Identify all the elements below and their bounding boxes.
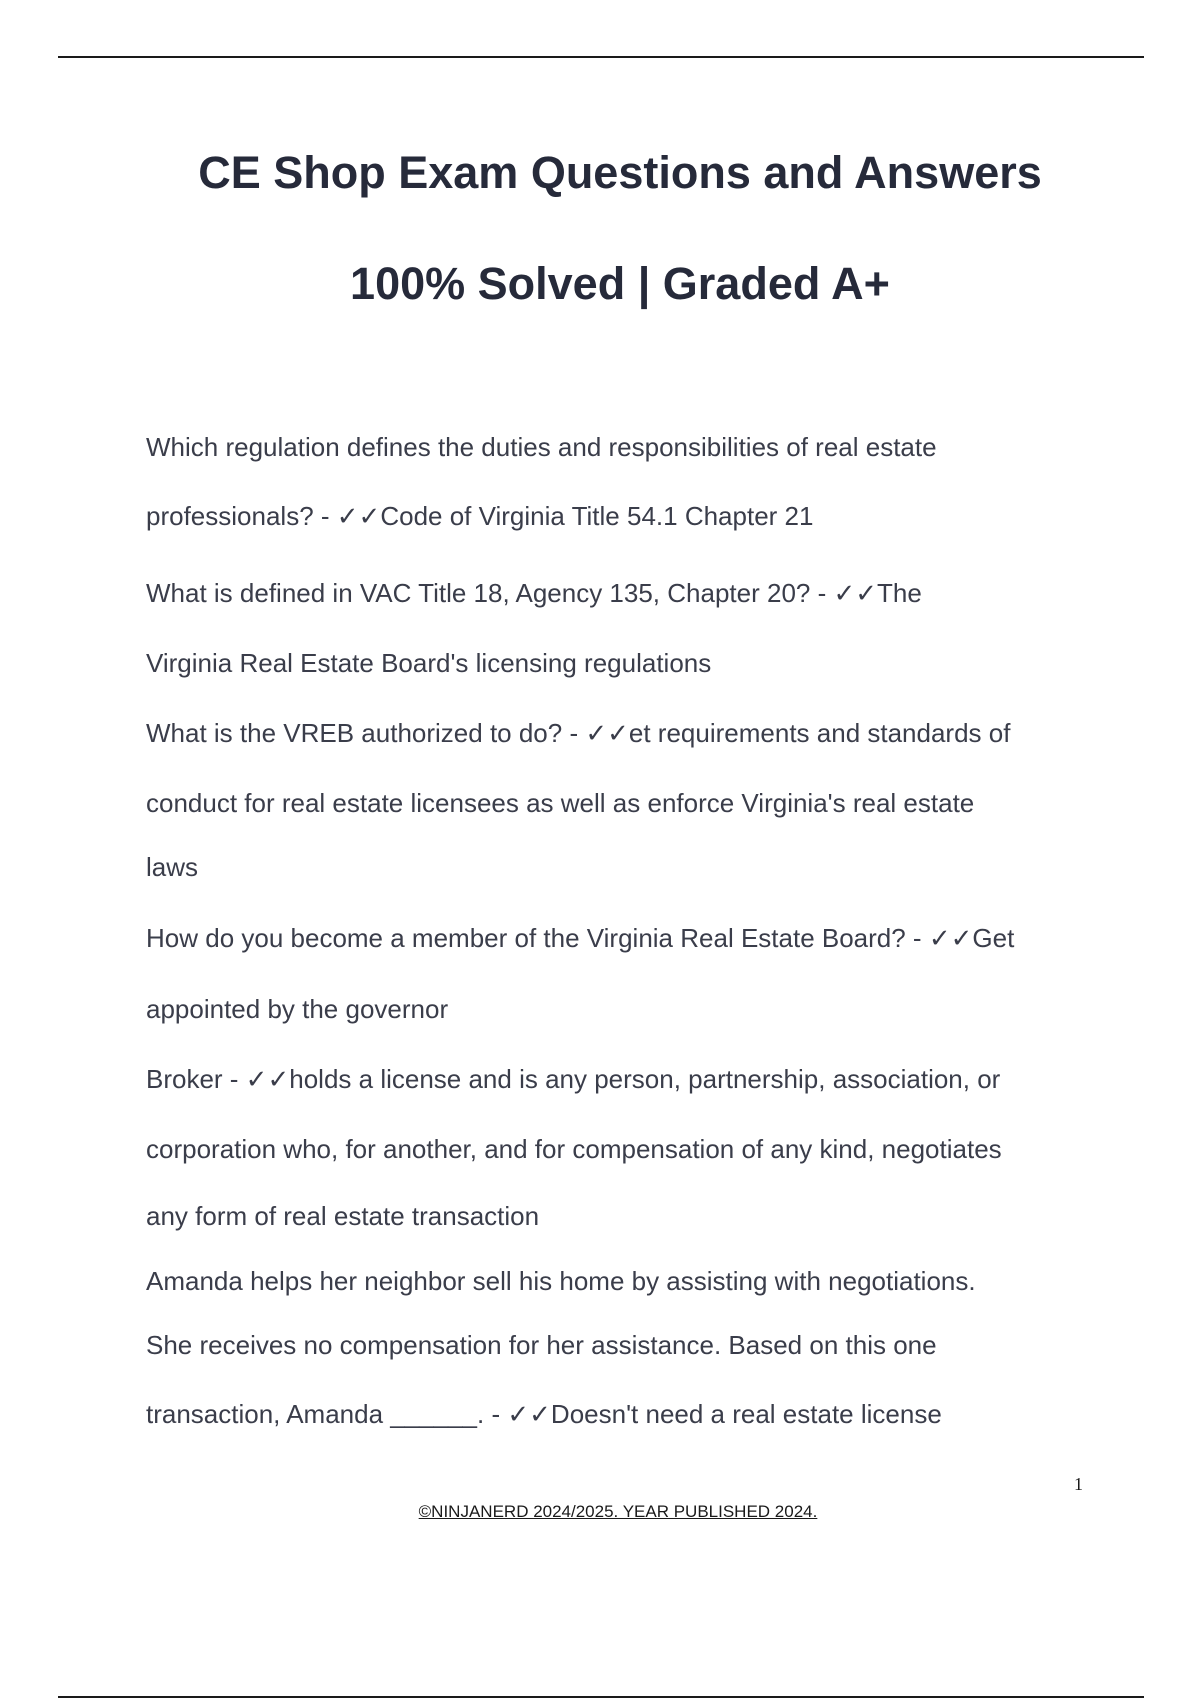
- qa-line: Virginia Real Estate Board's licensing regulations: [146, 648, 712, 678]
- document-title-line-1: CE Shop Exam Questions and Answers: [198, 147, 1042, 198]
- bottom-rule: [58, 1696, 1144, 1698]
- qa-line: She receives no compensation for her assistance. Based on this one: [146, 1330, 937, 1360]
- qa-line: transaction, Amanda ______. - ✓✓Doesn't need a real estate license: [146, 1399, 942, 1429]
- qa-line: professionals? - ✓✓Code of Virginia Title 54.1 Chapter 21: [146, 501, 814, 531]
- qa-line: Broker - ✓✓holds a license and is any person, partnership, association, or: [146, 1064, 1001, 1094]
- copyright-footer: ©NINJANERD 2024/2025. YEAR PUBLISHED 2024.: [418, 1502, 818, 1521]
- qa-line: conduct for real estate licensees as well as enforce Virginia's real estate: [146, 788, 975, 818]
- document-title-line-2: 100% Solved | Graded A+: [350, 258, 890, 309]
- qa-line: How do you become a member of the Virginia Real Estate Board? - ✓✓Get: [146, 923, 1015, 953]
- qa-line: Which regulation defines the duties and responsibilities of real estate: [146, 432, 937, 462]
- qa-line: Amanda helps her neighbor sell his home by assisting with negotiations.: [146, 1266, 976, 1296]
- qa-line: corporation who, for another, and for compensation of any kind, negotiates: [146, 1134, 1002, 1164]
- qa-line: appointed by the governor: [146, 994, 449, 1024]
- top-rule: [58, 56, 1144, 58]
- qa-line: laws: [146, 852, 199, 882]
- page-number: 1: [1074, 1474, 1083, 1494]
- qa-line: any form of real estate transaction: [146, 1201, 540, 1231]
- qa-line: What is the VREB authorized to do? - ✓✓et requirements and standards of: [146, 718, 1011, 748]
- qa-line: What is defined in VAC Title 18, Agency 135, Chapter 20? - ✓✓The: [146, 578, 922, 608]
